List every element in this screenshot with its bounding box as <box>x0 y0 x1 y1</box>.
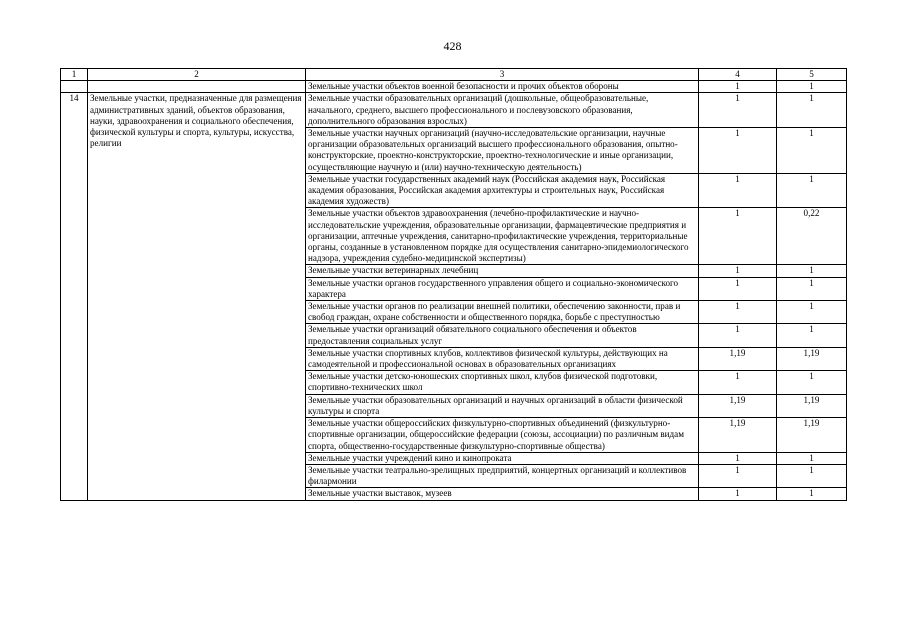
row-col5: 1 <box>777 464 847 487</box>
row-name: Земельные участки научных организаций (научно-исследовательские организации, научные организации образовательных организаций высшего профессионального образования, опытно-конструкторские, проектно-конструкторские, проектно-технологические и иные организации, осуществляющие научную и (или) научно-техническую деятельность) <box>306 128 699 174</box>
row-col4: 1 <box>699 128 777 174</box>
row-col5: 1 <box>777 93 847 128</box>
row-col5: 1 <box>777 324 847 347</box>
table-row <box>61 93 847 128</box>
header-col-4: 4 <box>699 69 777 81</box>
row-col5: 1 <box>777 371 847 394</box>
header-col-3: 3 <box>306 69 699 81</box>
row-col5: 1 <box>777 277 847 300</box>
row-col4: 1 <box>699 81 777 93</box>
row-name: Земельные участки учреждений кино и кинопроката <box>306 452 699 464</box>
header-col-1: 1 <box>61 69 88 81</box>
row-col4: 1 <box>699 301 777 324</box>
row-col4: 1 <box>699 371 777 394</box>
row-name: Земельные участки организаций обязательного социального обеспечения и объектов предоставления социальных услуг <box>306 324 699 347</box>
empty-cell <box>88 81 306 93</box>
empty-cell <box>61 81 88 93</box>
group-number: 14 <box>61 93 88 500</box>
header-row <box>61 69 847 81</box>
row-col4: 1 <box>699 265 777 277</box>
row-col5: 1 <box>777 173 847 208</box>
row-name: Земельные участки объектов военной безопасности и прочих объектов обороны <box>306 81 699 93</box>
row-col5: 1 <box>777 452 847 464</box>
row-col5: 1,19 <box>777 418 847 453</box>
row-col4: 1 <box>699 452 777 464</box>
row-col5: 1 <box>777 265 847 277</box>
row-col5: 1 <box>777 488 847 500</box>
row-name: Земельные участки государственных академий наук (Российская академия наук, Российская академия образования, Российская академия архитектуры и строительных наук, Российская академия художеств) <box>306 173 699 208</box>
row-name: Земельные участки органов государственного управления общего и социально-экономического характера <box>306 277 699 300</box>
row-name: Земельные участки образовательных организаций (дошкольные, общеобразовательные, начального, среднего, высшего профессионального и послевузовского образования, дополнительного образования взрослых) <box>306 93 699 128</box>
row-col5: 1,19 <box>777 394 847 417</box>
row-name: Земельные участки образовательных организаций и научных организаций в области физической культуры и спорта <box>306 394 699 417</box>
row-col4: 1 <box>699 208 777 265</box>
row-col5: 1 <box>777 128 847 174</box>
row-name: Земельные участки органов по реализации внешней политики, обеспечению законности, прав и свобод граждан, охране собственности и общественного порядка, борьбе с преступностью <box>306 301 699 324</box>
row-col4: 1 <box>699 277 777 300</box>
page-number: 428 <box>443 39 462 53</box>
row-col4: 1 <box>699 324 777 347</box>
coefficients-table <box>60 68 847 501</box>
row-col4: 1,19 <box>699 394 777 417</box>
header-col-5: 5 <box>777 69 847 81</box>
header-col-2: 2 <box>88 69 306 81</box>
row-col4: 1 <box>699 93 777 128</box>
group-category: Земельные участки, предназначенные для размещения административных зданий, объектов образования, науки, здравоохранения и социального обеспечения, физической культуры и спорта, культуры, искусства, религии <box>88 93 306 500</box>
row-name: Земельные участки объектов здравоохранения (лечебно-профилактические и научно-исследовательские учреждения, образовательные организации, фармацевтические предприятия и организации, аптечные учреждения, санитарно-профилактические учреждения, территориальные органы, созданные в установленном порядке для осуществления санитарно-эпидемиологического надзора, учреждения судебно-медицинской экспертизы) <box>306 208 699 265</box>
row-name: Земельные участки ветеринарных лечебниц <box>306 265 699 277</box>
table-row <box>61 81 847 93</box>
row-col5: 1 <box>777 81 847 93</box>
row-col5: 0,22 <box>777 208 847 265</box>
group-14-body <box>61 93 847 500</box>
row-name: Земельные участки театрально-зрелищных предприятий, концертных организаций и коллективов филармонии <box>306 464 699 487</box>
row-name: Земельные участки выставок, музеев <box>306 488 699 500</box>
row-col5: 1,19 <box>777 347 847 370</box>
row-col4: 1 <box>699 464 777 487</box>
row-col4: 1,19 <box>699 347 777 370</box>
row-name: Земельные участки детско-юношеских спортивных школ, клубов физической подготовки, спортивно-технических школ <box>306 371 699 394</box>
row-col4: 1 <box>699 488 777 500</box>
row-col4: 1,19 <box>699 418 777 453</box>
row-col4: 1 <box>699 173 777 208</box>
row-col5: 1 <box>777 301 847 324</box>
row-name: Земельные участки спортивных клубов, коллективов физической культуры, действующих на самодеятельной и профессиональной основах в образовательных организациях <box>306 347 699 370</box>
row-name: Земельные участки общероссийских физкультурно-спортивных объединений (физкультурно-спортивные организации, общероссийские федерации (союзы, ассоциации) по различным видам спорта, общественно-государственные физкультурно-спортивные общества) <box>306 418 699 453</box>
